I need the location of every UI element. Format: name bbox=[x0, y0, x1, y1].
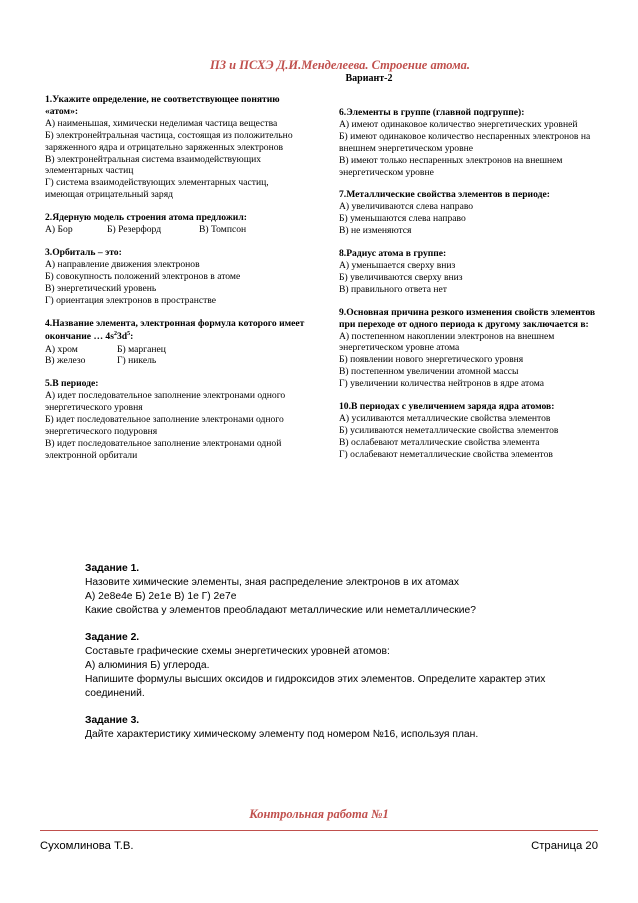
task-2 bbox=[85, 631, 555, 701]
answer-option: В) идет последовательное заполнение электронами одной электронной орбитали bbox=[45, 437, 282, 461]
answer-option: А) усиливаются металлические свойства элементов bbox=[339, 412, 551, 424]
question-5 bbox=[45, 378, 307, 461]
answer-option: Г) ослабевают неметаллические свойства элементов bbox=[339, 448, 553, 460]
right-column bbox=[339, 107, 599, 472]
answer-option: Б) совокупность положений электронов в атоме bbox=[45, 270, 241, 282]
answer-option: А) Бор bbox=[45, 224, 73, 236]
task-line: Назовите химические элементы, зная распределение электронов в их атомах bbox=[85, 577, 459, 588]
task-line: Составьте графические схемы энергетических уровней атомов: bbox=[85, 646, 390, 657]
question-text: 2.Ядерную модель строения атома предложил: bbox=[45, 212, 247, 224]
task-line: А) 2е8е4е Б) 2е1е В) 1е Г) 2е7е bbox=[85, 591, 237, 602]
question-text: 3.Орбиталь – это: bbox=[45, 246, 122, 258]
answer-option: В) не изменяются bbox=[339, 225, 412, 237]
question-8 bbox=[339, 248, 599, 296]
answer-option: Б) идет последовательное заполнение электронами одного энергетического подуровня bbox=[45, 414, 284, 437]
answer-option: Б) электронейтральная частица, состоящая из положительно заряженного ядра и отрицательно заряженных электронов bbox=[45, 129, 293, 153]
answer-option: А) наименьшая, химически неделимая частица вещества bbox=[45, 117, 278, 129]
question-text: 10.В периодах с увеличением заряда ядра атомов: bbox=[339, 401, 555, 413]
answer-option: Б) имеют одинаковое количество неспаренных электронов на внешнем энергетическом уровне bbox=[339, 130, 591, 154]
answer-option: Г) ориентация электронов в пространстве bbox=[45, 294, 217, 306]
control-work-title: Контрольная работа №1 bbox=[249, 807, 389, 821]
answer-option: Г) никель bbox=[117, 355, 157, 367]
answer-option: В) Томпсон bbox=[199, 224, 247, 236]
answer-option: В) имеют только неспаренных электронов на внешнем энергетическом уровне bbox=[339, 154, 563, 178]
answer-option: В) электронейтральная система взаимодействующих элементарных частиц bbox=[45, 153, 262, 177]
answer-row bbox=[45, 224, 307, 236]
question-7 bbox=[339, 189, 599, 237]
question-text: 9.Основная причина резкого изменения свойств элементов при переходе от одного периода к другому заключается в: bbox=[339, 306, 596, 330]
answer-option: Б) усиливаются неметаллические свойства элементов bbox=[339, 424, 559, 436]
question-text bbox=[45, 318, 307, 344]
answer-row bbox=[45, 355, 307, 367]
answer-option: А) направление движения электронов bbox=[45, 258, 200, 270]
answer-option: Б) появлении нового энергетического уровня bbox=[339, 354, 524, 366]
question-text-part: 3d bbox=[116, 331, 128, 343]
task-line: А) алюминия Б) углерода. bbox=[85, 660, 210, 671]
answer-option: А) уменьшается сверху вниз bbox=[339, 259, 456, 271]
answer-option: В) правильного ответа нет bbox=[339, 283, 447, 295]
task-line: Напишите формулы высших оксидов и гидроксидов этих элементов. Определите характер этих соединений. bbox=[85, 674, 546, 699]
task-title: Задание 2. bbox=[85, 632, 140, 643]
question-text: 5.В периоде: bbox=[45, 378, 99, 390]
answer-option: А) увеличиваются слева направо bbox=[339, 201, 474, 213]
answer-option: А) имеют одинаковое количество энергетических уровней bbox=[339, 118, 578, 130]
question-text: 1.Укажите определение, не соответствующее понятию «атом»: bbox=[45, 94, 280, 117]
task-title: Задание 1. bbox=[85, 563, 140, 574]
task-3 bbox=[85, 714, 555, 742]
question-1 bbox=[45, 94, 307, 201]
answer-option: В) ослабевают металлические свойства элемента bbox=[339, 436, 540, 448]
answer-option: Б) увеличиваются сверху вниз bbox=[339, 271, 463, 283]
tasks-section bbox=[85, 562, 555, 755]
question-2 bbox=[45, 212, 307, 236]
task-line: Дайте характеристику химическому элементу под номером №16, используя план. bbox=[85, 729, 479, 740]
question-text-part: : bbox=[130, 331, 134, 343]
left-column bbox=[45, 94, 307, 473]
footer-divider bbox=[40, 830, 598, 831]
answer-option: Б) марганец bbox=[117, 343, 166, 355]
question-text-part: 4.Название элемента, электронная формула которого имеет окончание … 4s bbox=[45, 317, 305, 343]
answer-option: Г) увеличении количества нейтронов в ядре атома bbox=[339, 378, 544, 390]
question-6 bbox=[339, 107, 599, 178]
task-line: Какие свойства у элементов преобладают металлические или неметаллические? bbox=[85, 605, 476, 616]
answer-option: В) железо bbox=[45, 355, 86, 367]
question-4 bbox=[45, 318, 307, 368]
question-9 bbox=[339, 307, 599, 390]
page-footer bbox=[40, 840, 598, 852]
superscript: 2 bbox=[113, 331, 117, 338]
answer-option: А) постепенном накоплении электронов на внешнем энергетическом уровне атома bbox=[339, 330, 555, 354]
document-title: ПЗ и ПСХЭ Д.И.Менделеева. Строение атома. bbox=[209, 58, 471, 72]
answer-option: Б) Резерфорд bbox=[107, 224, 162, 236]
variant-label: Вариант-2 bbox=[345, 73, 393, 84]
page-header bbox=[0, 58, 638, 85]
answer-row bbox=[45, 344, 307, 356]
question-text: 8.Радиус атома в группе: bbox=[339, 248, 447, 260]
question-text: 6.Элементы в группе (главной подгруппе): bbox=[339, 107, 525, 118]
answer-option: В) постепенном увеличении атомной массы bbox=[339, 366, 519, 378]
answer-option: В) энергетический уровень bbox=[45, 282, 157, 294]
question-10 bbox=[339, 401, 599, 461]
answer-option: А) хром bbox=[45, 343, 78, 355]
question-3 bbox=[45, 247, 307, 307]
task-title: Задание 3. bbox=[85, 715, 140, 726]
superscript: 5 bbox=[127, 331, 131, 338]
question-text: 7.Металлические свойства элементов в периоде: bbox=[339, 189, 550, 201]
task-1 bbox=[85, 562, 555, 618]
footer-author: Сухомлинова Т.В. bbox=[40, 840, 134, 852]
answer-option: Г) система взаимодействующих элементарных частиц, имеющая отрицательный заряд bbox=[45, 177, 269, 201]
answer-option: А) идет последовательное заполнение электронами одного энергетического уровня bbox=[45, 390, 286, 414]
answer-option: Б) уменьшаются слева направо bbox=[339, 213, 466, 225]
footer-page-number: Страница 20 bbox=[531, 840, 598, 852]
